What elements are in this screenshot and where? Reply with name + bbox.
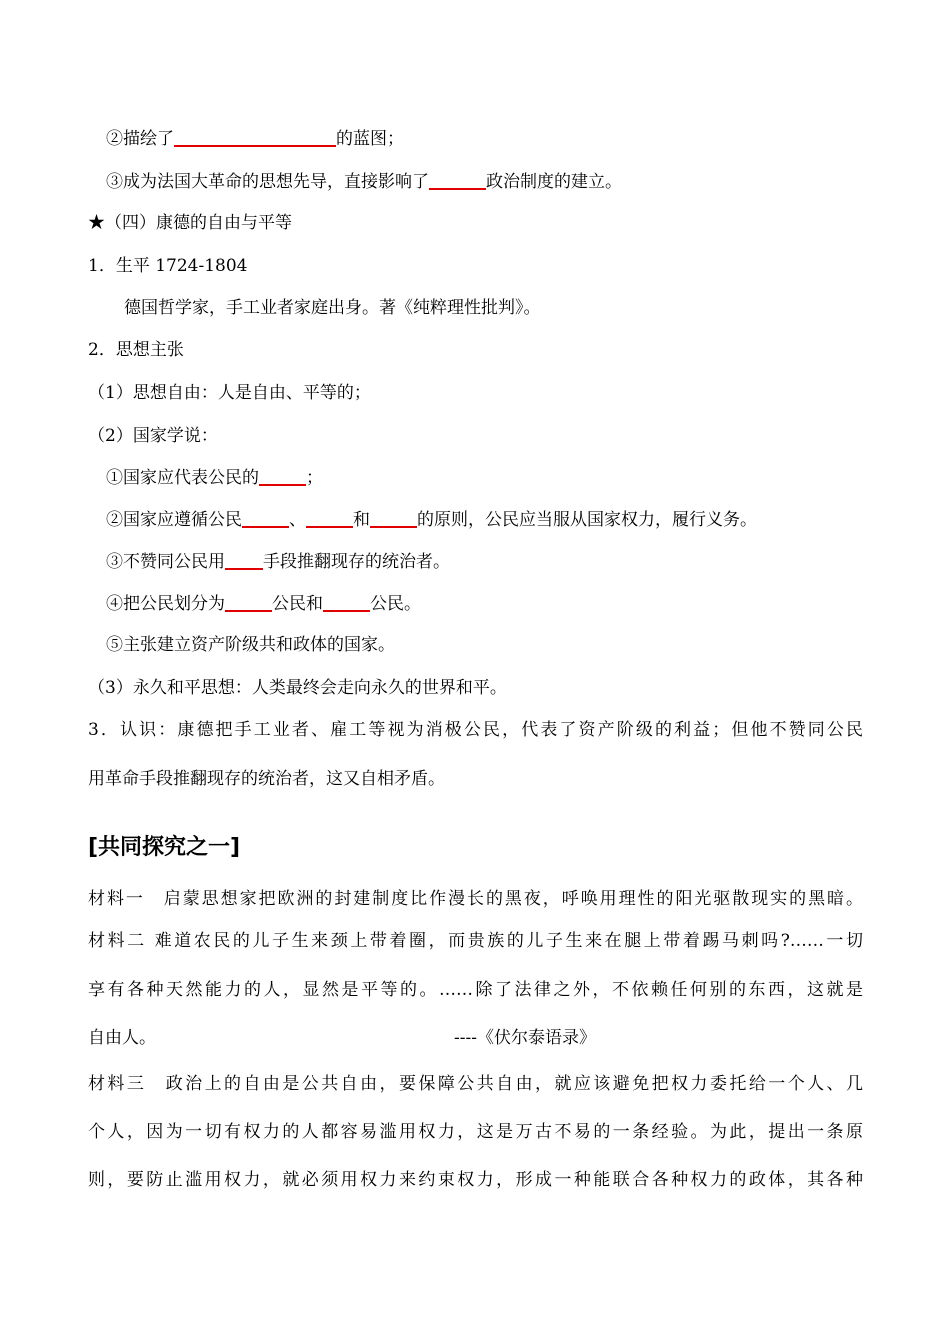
kant-subitem-2 — [106, 508, 757, 531]
item-text: 的蓝图； — [336, 129, 404, 149]
kant-thought-heading: 2．思想主张 — [88, 340, 184, 360]
item-number: ③ — [106, 172, 123, 192]
fill-blank[interactable] — [370, 508, 417, 528]
material-3-line-2: 个人，因为一切有权力的人都容易滥用权力，这是万古不易的一条经验。为此，提出一条原 — [88, 1122, 863, 1142]
fill-blank[interactable] — [429, 170, 486, 190]
item-text: 把公民划分为 — [123, 594, 225, 614]
item-number: ③ — [106, 552, 123, 572]
item-text: 描绘了 — [123, 129, 174, 149]
montesquieu-item-2 — [106, 127, 404, 150]
item-number: ⑤ — [106, 635, 123, 655]
item-text: 国家应遵循公民 — [123, 510, 242, 530]
kant-section-title: ★（四）康德的自由与平等 — [88, 213, 292, 233]
item-text: 不赞同公民用 — [123, 552, 225, 572]
material-3-line-1: 材料三 政治上的自由是公共自由，要保障公共自由，就应该避免把权力委托给一个人、几 — [88, 1074, 863, 1094]
item-number: ① — [106, 468, 123, 488]
explore-heading: [共同探究之一] — [88, 835, 241, 860]
item-text: 国家应代表公民的 — [123, 468, 259, 488]
item-text: 的原则，公民应当服从国家权力，履行义务。 — [417, 510, 757, 530]
kant-point-1: （1）思想自由：人是自由、平等的； — [88, 383, 371, 403]
item-number: ② — [106, 129, 123, 149]
item-text: 公民。 — [370, 594, 421, 614]
material-2-source: ----《伏尔泰语录》 — [454, 1028, 596, 1048]
material-2-line-2: 享有各种天然能力的人，显然是平等的。……除了法律之外，不依赖任何别的东西，这就是 — [88, 980, 863, 1000]
fill-blank[interactable] — [259, 466, 306, 486]
item-text: 、 — [289, 510, 306, 530]
item-text: 手段推翻现存的统治者。 — [263, 552, 450, 572]
kant-subitem-5 — [106, 634, 395, 656]
material-2-line-1: 材料二 难道农民的儿子生来颈上带着圈，而贵族的儿子生来在腿上带着踢马刺吗?……一切 — [88, 931, 863, 951]
kant-point-2: （2）国家学说： — [88, 426, 218, 446]
fill-blank[interactable] — [174, 127, 336, 147]
fill-blank[interactable] — [225, 592, 272, 612]
kant-life-heading: 1．生平 1724-1804 — [88, 256, 248, 276]
fill-blank[interactable] — [225, 550, 263, 570]
material-2-text: 自由人。 — [88, 1028, 156, 1048]
item-text: 公民和 — [272, 594, 323, 614]
kant-point-3: （3）永久和平思想：人类最终会走向永久的世界和平。 — [88, 678, 507, 698]
item-text: 和 — [353, 510, 370, 530]
kant-subitem-4 — [106, 592, 421, 615]
material-1: 材料一 启蒙思想家把欧洲的封建制度比作漫长的黑夜，呼唤用理性的阳光驱散现实的黑暗。 — [88, 889, 863, 909]
item-text: 成为法国大革命的思想先导，直接影响了 — [123, 172, 429, 192]
item-text: 主张建立资产阶级共和政体的国家。 — [123, 635, 395, 655]
kant-view-line-2: 用革命手段推翻现存的统治者，这又自相矛盾。 — [88, 769, 445, 789]
kant-life-text: 德国哲学家，手工业者家庭出身。著《纯粹理性批判》。 — [124, 298, 541, 318]
item-number: ② — [106, 510, 123, 530]
material-3-line-3: 则，要防止滥用权力，就必须用权力来约束权力，形成一种能联合各种权力的政体，其各种 — [88, 1170, 863, 1190]
item-number: ④ — [106, 594, 123, 614]
kant-view-line-1: 3．认识：康德把手工业者、雇工等视为消极公民，代表了资产阶级的利益；但他不赞同公民 — [88, 720, 863, 740]
fill-blank[interactable] — [323, 592, 370, 612]
item-text: ； — [306, 468, 323, 488]
kant-subitem-1 — [106, 466, 323, 489]
fill-blank[interactable] — [242, 508, 289, 528]
material-2-line-3 — [88, 1027, 596, 1049]
kant-subitem-3 — [106, 550, 450, 573]
montesquieu-item-3 — [106, 170, 622, 193]
fill-blank[interactable] — [306, 508, 353, 528]
item-text: 政治制度的建立。 — [486, 172, 622, 192]
